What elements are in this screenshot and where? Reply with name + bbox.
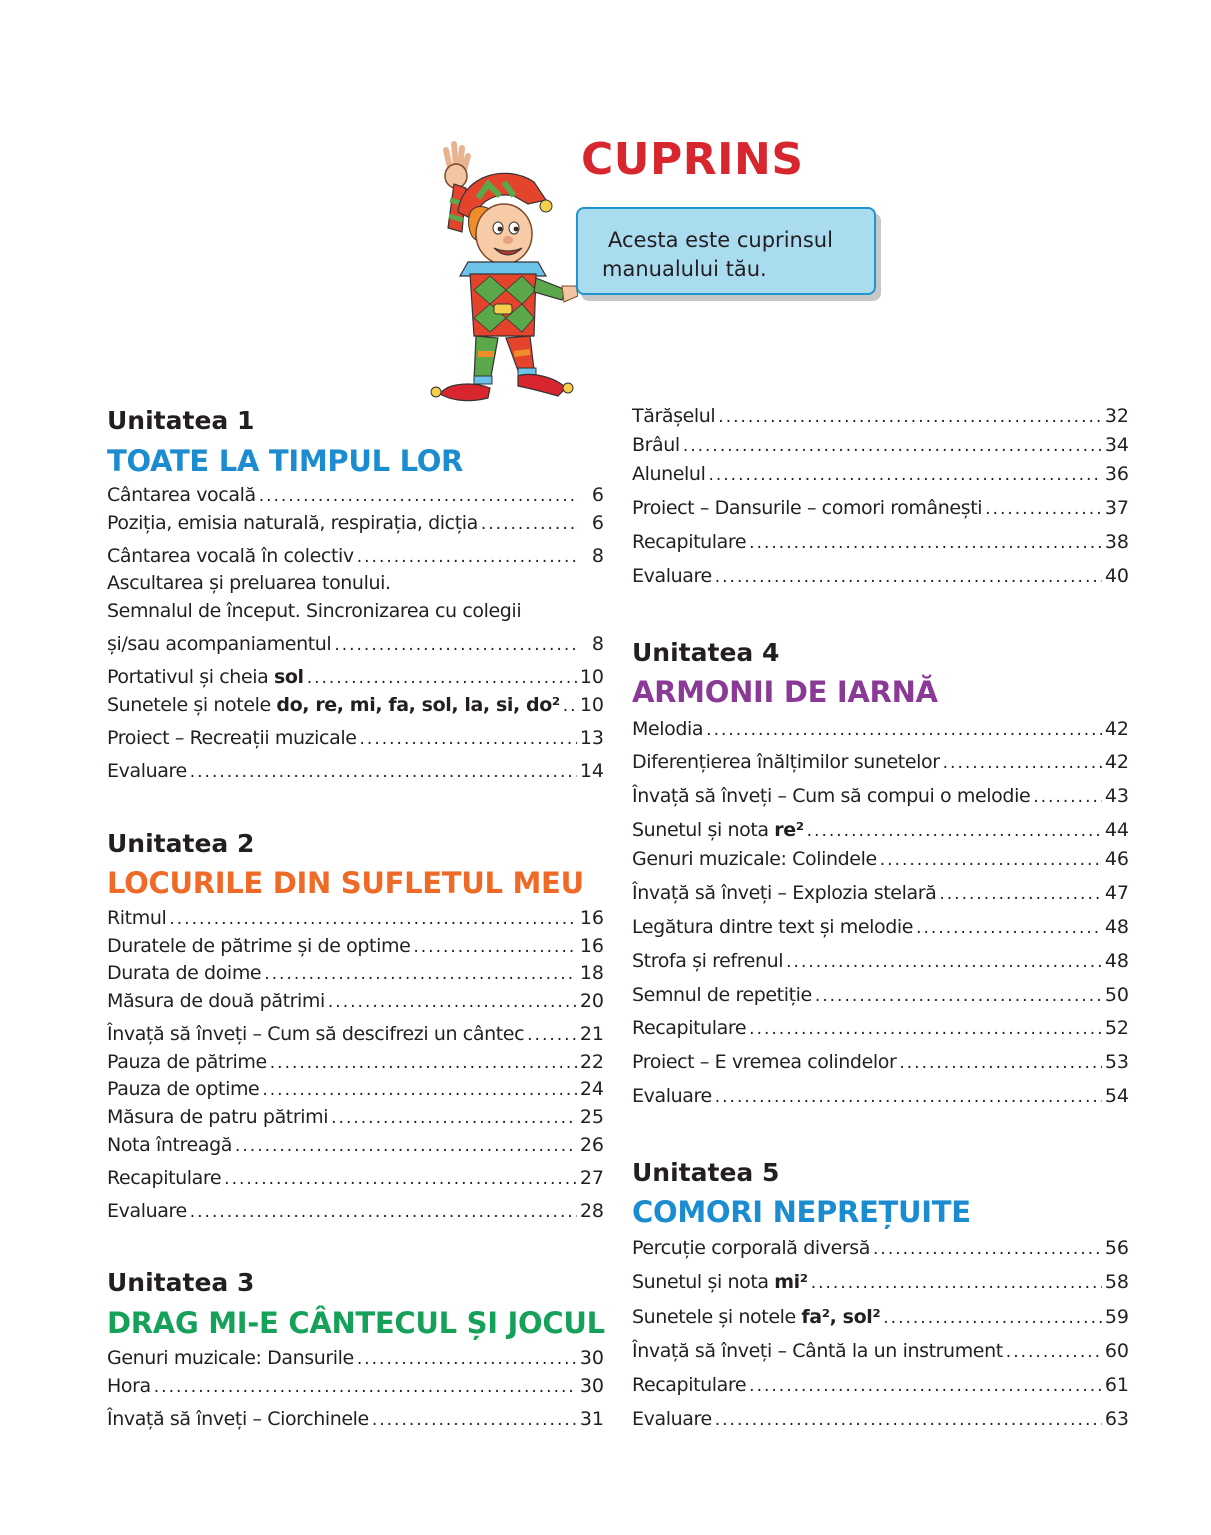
toc-entry[interactable] <box>632 1085 1129 1111</box>
entry-text: Sunetul și nota <box>632 819 775 841</box>
entry-title: și/sau acompaniamentul <box>107 633 332 655</box>
entry-title: Semnul de repetiție <box>632 984 812 1006</box>
page-number: 40 <box>1104 565 1129 587</box>
toc-entry[interactable] <box>632 1051 1129 1077</box>
page-number: 59 <box>1104 1306 1129 1328</box>
toc-entry[interactable] <box>632 565 1129 591</box>
page-number: 42 <box>1104 718 1129 740</box>
dot-leader <box>943 753 1102 773</box>
dot-leader <box>1006 1342 1102 1362</box>
toc-entry[interactable] <box>107 1106 604 1132</box>
entry-title: Genuri muzicale: Colindele <box>632 848 877 870</box>
toc-entry[interactable] <box>632 1237 1129 1263</box>
toc-entry[interactable] <box>632 405 1129 431</box>
page-number: 6 <box>591 512 604 534</box>
entry-title: Recapitulare <box>107 1167 222 1189</box>
entry-title: Genuri muzicale: Dansurile <box>107 1347 354 1369</box>
entry-text: Portativul și cheia <box>107 666 274 688</box>
unit-title: DRAG MI-E CÂNTECUL ȘI JOCUL <box>107 1306 605 1340</box>
unit-title: COMORI NEPREȚUITE <box>632 1195 971 1229</box>
page-number: 44 <box>1104 819 1129 841</box>
entry-text: Sunetele și notele <box>632 1306 802 1328</box>
unit-title: TOATE LA TIMPUL LOR <box>107 444 464 478</box>
page-number: 18 <box>579 962 604 984</box>
dot-leader <box>259 486 579 506</box>
dot-leader <box>718 407 1102 427</box>
toc-entry[interactable] <box>632 463 1129 489</box>
speech-bubble <box>576 207 876 295</box>
page-number: 8 <box>591 633 604 655</box>
entry-title: Evaluare <box>107 1200 187 1222</box>
dot-leader <box>372 1410 577 1430</box>
entry-title: Învață să înveți – Cum să descifrezi un cântec <box>107 1023 525 1045</box>
unit-label: Unitatea 3 <box>107 1268 255 1297</box>
dot-leader <box>749 1376 1102 1396</box>
page-number: 27 <box>579 1167 604 1189</box>
entry-title: Învață să înveți – Explozia stelară <box>632 882 937 904</box>
entry-title <box>107 666 304 688</box>
page-number: 25 <box>579 1106 604 1128</box>
toc-entry[interactable] <box>632 1271 1129 1297</box>
toc-entry[interactable] <box>632 1340 1129 1366</box>
entry-title: Ritmul <box>107 907 167 929</box>
entry-title: Strofa și refrenul <box>632 950 784 972</box>
page-number: 37 <box>1104 497 1129 519</box>
dot-leader <box>190 762 577 782</box>
dot-leader <box>807 821 1102 841</box>
page-number: 46 <box>1104 848 1129 870</box>
dot-leader <box>357 547 579 567</box>
speech-line-1: Acesta este cuprinsul <box>608 228 833 252</box>
page-number: 13 <box>579 727 604 749</box>
page-number: 10 <box>579 666 604 688</box>
unit-label: Unitatea 2 <box>107 829 255 858</box>
dot-leader <box>873 1239 1102 1259</box>
dot-leader <box>916 918 1102 938</box>
dot-leader <box>715 1087 1102 1107</box>
toc-entry[interactable] <box>632 785 1129 811</box>
entry-title <box>632 1306 880 1328</box>
page-number: 58 <box>1104 1271 1129 1293</box>
dot-leader <box>899 1053 1101 1073</box>
unit-title: ARMONII DE IARNĂ <box>632 675 938 709</box>
toc-entry[interactable] <box>632 882 1129 908</box>
page-number: 26 <box>579 1134 604 1156</box>
page-number: 48 <box>1104 950 1129 972</box>
dot-leader <box>264 964 577 984</box>
dot-leader <box>328 992 577 1012</box>
entry-title: Pauza de pătrime <box>107 1051 267 1073</box>
entry-title: Evaluare <box>632 1408 712 1430</box>
page-number: 22 <box>579 1051 604 1073</box>
dot-leader <box>360 729 577 749</box>
toc-entry: Semnalul de început. Sincronizarea cu colegii <box>107 600 522 622</box>
entry-title: Măsura de patru pătrimi <box>107 1106 329 1128</box>
entry-title: Recapitulare <box>632 1374 747 1396</box>
page-number: 42 <box>1104 751 1129 773</box>
toc-entry[interactable] <box>632 950 1129 976</box>
note-name: sol <box>274 666 304 688</box>
note-name: fa² <box>801 1306 830 1328</box>
speech-line-2: manualului tău. <box>602 257 767 281</box>
dot-leader <box>235 1136 577 1156</box>
note-name: mi² <box>774 1271 808 1293</box>
page-number: 34 <box>1104 434 1129 456</box>
toc-entry[interactable] <box>107 694 604 720</box>
dot-leader <box>413 937 576 957</box>
toc-entry[interactable] <box>632 1408 1129 1434</box>
page-number: 60 <box>1104 1340 1129 1362</box>
dot-leader <box>224 1169 577 1189</box>
dot-leader <box>683 436 1102 456</box>
toc-entry[interactable] <box>632 434 1129 460</box>
page-number: 54 <box>1104 1085 1129 1107</box>
page-number: 14 <box>579 760 604 782</box>
toc-entry[interactable] <box>632 984 1129 1010</box>
page-number: 43 <box>1104 785 1129 807</box>
dot-leader <box>331 1108 577 1128</box>
entry-title: Duratele de pătrime și de optime <box>107 935 411 957</box>
dot-leader <box>880 850 1102 870</box>
toc-entry[interactable] <box>107 484 604 510</box>
dot-leader <box>357 1349 577 1369</box>
page-number: 16 <box>579 907 604 929</box>
dot-leader <box>708 465 1101 485</box>
jester-mascot-icon <box>418 140 578 408</box>
toc-entry[interactable] <box>107 1167 604 1193</box>
toc-entry[interactable] <box>107 990 604 1016</box>
entry-title: Măsura de două pătrimi <box>107 990 325 1012</box>
dot-leader <box>1033 787 1102 807</box>
entry-title: Diferențierea înălțimilor sunetelor <box>632 751 940 773</box>
dot-leader <box>811 1273 1102 1293</box>
entry-title: Învață să înveți – Cântă la un instrument <box>632 1340 1003 1362</box>
toc-entry[interactable] <box>107 1078 604 1104</box>
entry-title: Tărășelul <box>632 405 716 427</box>
page-number: 63 <box>1104 1408 1129 1430</box>
page-number: 8 <box>591 545 604 567</box>
entry-title: Nota întreagă <box>107 1134 232 1156</box>
page-number: 47 <box>1104 882 1129 904</box>
toc-entry[interactable] <box>107 666 604 692</box>
entry-title: Recapitulare <box>632 531 747 553</box>
dot-leader <box>706 720 1102 740</box>
toc-entry[interactable] <box>632 848 1129 874</box>
entry-title: Alunelul <box>632 463 706 485</box>
entry-title: Legătura dintre text și melodie <box>632 916 914 938</box>
entry-text: Sunetele și notele <box>107 694 277 716</box>
dot-leader <box>985 499 1102 519</box>
dot-leader <box>307 668 577 688</box>
dot-leader <box>715 567 1102 587</box>
page-number: 36 <box>1104 463 1129 485</box>
unit-label: Unitatea 4 <box>632 638 780 667</box>
toc-entry[interactable] <box>632 531 1129 557</box>
entry-title <box>107 694 560 716</box>
toc-entry[interactable] <box>632 497 1129 523</box>
dot-leader <box>749 1019 1102 1039</box>
toc-entry[interactable] <box>107 1051 604 1077</box>
dot-leader <box>169 909 576 929</box>
entry-title: Evaluare <box>632 565 712 587</box>
toc-entry[interactable] <box>632 1306 1129 1332</box>
toc-entry[interactable] <box>632 718 1129 744</box>
page-number: 38 <box>1104 531 1129 553</box>
unit-label: Unitatea 1 <box>107 406 255 435</box>
entry-title: Învață să înveți – Ciorchinele <box>107 1408 369 1430</box>
toc-entry[interactable] <box>107 1347 604 1373</box>
dot-leader <box>815 986 1102 1006</box>
dot-leader <box>939 884 1101 904</box>
dot-leader <box>749 533 1102 553</box>
dot-leader <box>786 952 1102 972</box>
toc-entry[interactable] <box>632 819 1129 845</box>
entry-title: Cântarea vocală <box>107 484 256 506</box>
entry-title: Brâul <box>632 434 680 456</box>
page-number: 48 <box>1104 916 1129 938</box>
toc-entry[interactable] <box>632 1017 1129 1043</box>
unit-label: Unitatea 5 <box>632 1158 780 1187</box>
entry-title <box>632 1271 808 1293</box>
page-number: 16 <box>579 935 604 957</box>
page-number: 21 <box>579 1023 604 1045</box>
dot-leader <box>154 1377 577 1397</box>
toc-entry[interactable] <box>107 1375 604 1401</box>
entry-title: Proiect – Dansurile – comori românești <box>632 497 983 519</box>
entry-title: Percuție corporală diversă <box>632 1237 871 1259</box>
toc-entry[interactable] <box>107 727 604 753</box>
toc-entry[interactable] <box>107 512 604 538</box>
toc-entry[interactable] <box>107 962 604 988</box>
entry-title: Învață să înveți – Cum să compui o melodie <box>632 785 1031 807</box>
page-number: 20 <box>579 990 604 1012</box>
note-name: re² <box>774 819 804 841</box>
entry-title: Durata de doime <box>107 962 262 984</box>
page-number: 31 <box>579 1408 604 1430</box>
toc-entry[interactable] <box>107 907 604 933</box>
dot-leader <box>481 514 579 534</box>
dot-leader <box>563 696 577 716</box>
entry-title: Proiect – Recreații muzicale <box>107 727 357 749</box>
page-number: 52 <box>1104 1017 1129 1039</box>
dot-leader <box>715 1410 1102 1430</box>
entry-title <box>632 819 804 841</box>
page-number: 30 <box>579 1347 604 1369</box>
toc-entry[interactable] <box>107 935 604 961</box>
page-number: 32 <box>1104 405 1129 427</box>
page-number: 50 <box>1104 984 1129 1006</box>
entry-title: Hora <box>107 1375 151 1397</box>
toc-entry[interactable] <box>107 1408 604 1434</box>
toc-entry[interactable] <box>107 1023 604 1049</box>
page-number: 61 <box>1104 1374 1129 1396</box>
page-number: 24 <box>579 1078 604 1100</box>
toc-entry[interactable] <box>107 1200 604 1226</box>
page-number: 10 <box>579 694 604 716</box>
note-name: do <box>276 694 303 716</box>
dot-leader <box>270 1053 577 1073</box>
toc-entry[interactable] <box>632 751 1129 777</box>
entry-title: Proiect – E vremea colindelor <box>632 1051 897 1073</box>
entry-title: Recapitulare <box>632 1017 747 1039</box>
note-names-rest: , sol² <box>829 1306 881 1328</box>
entry-text: Sunetul și nota <box>632 1271 775 1293</box>
entry-title: Evaluare <box>632 1085 712 1107</box>
page-number: 28 <box>579 1200 604 1222</box>
dot-leader <box>262 1080 576 1100</box>
dot-leader <box>334 635 579 655</box>
entry-title: Melodia <box>632 718 704 740</box>
page-number: 6 <box>591 484 604 506</box>
unit-title: LOCURILE DIN SUFLETUL MEU <box>107 866 584 900</box>
page-number: 56 <box>1104 1237 1129 1259</box>
entry-title: Evaluare <box>107 760 187 782</box>
page-number: 30 <box>579 1375 604 1397</box>
toc-entry[interactable] <box>107 760 604 786</box>
toc-entry[interactable] <box>632 1374 1129 1400</box>
toc-entry[interactable] <box>107 633 604 659</box>
entry-title: Poziția, emisia naturală, respirația, dicția <box>107 512 478 534</box>
page-number: 53 <box>1104 1051 1129 1073</box>
toc-entry: Ascultarea și preluarea tonului. <box>107 572 391 594</box>
toc-entry[interactable] <box>107 545 604 571</box>
page-title: CUPRINS <box>581 134 804 185</box>
dot-leader <box>527 1025 577 1045</box>
toc-entry[interactable] <box>107 1134 604 1160</box>
toc-entry[interactable] <box>632 916 1129 942</box>
entry-title: Pauza de optime <box>107 1078 260 1100</box>
note-names-rest: , re, mi, fa, sol, la, si, do² <box>302 694 560 716</box>
dot-leader <box>883 1308 1102 1328</box>
dot-leader <box>190 1202 577 1222</box>
entry-title: Cântarea vocală în colectiv <box>107 545 354 567</box>
